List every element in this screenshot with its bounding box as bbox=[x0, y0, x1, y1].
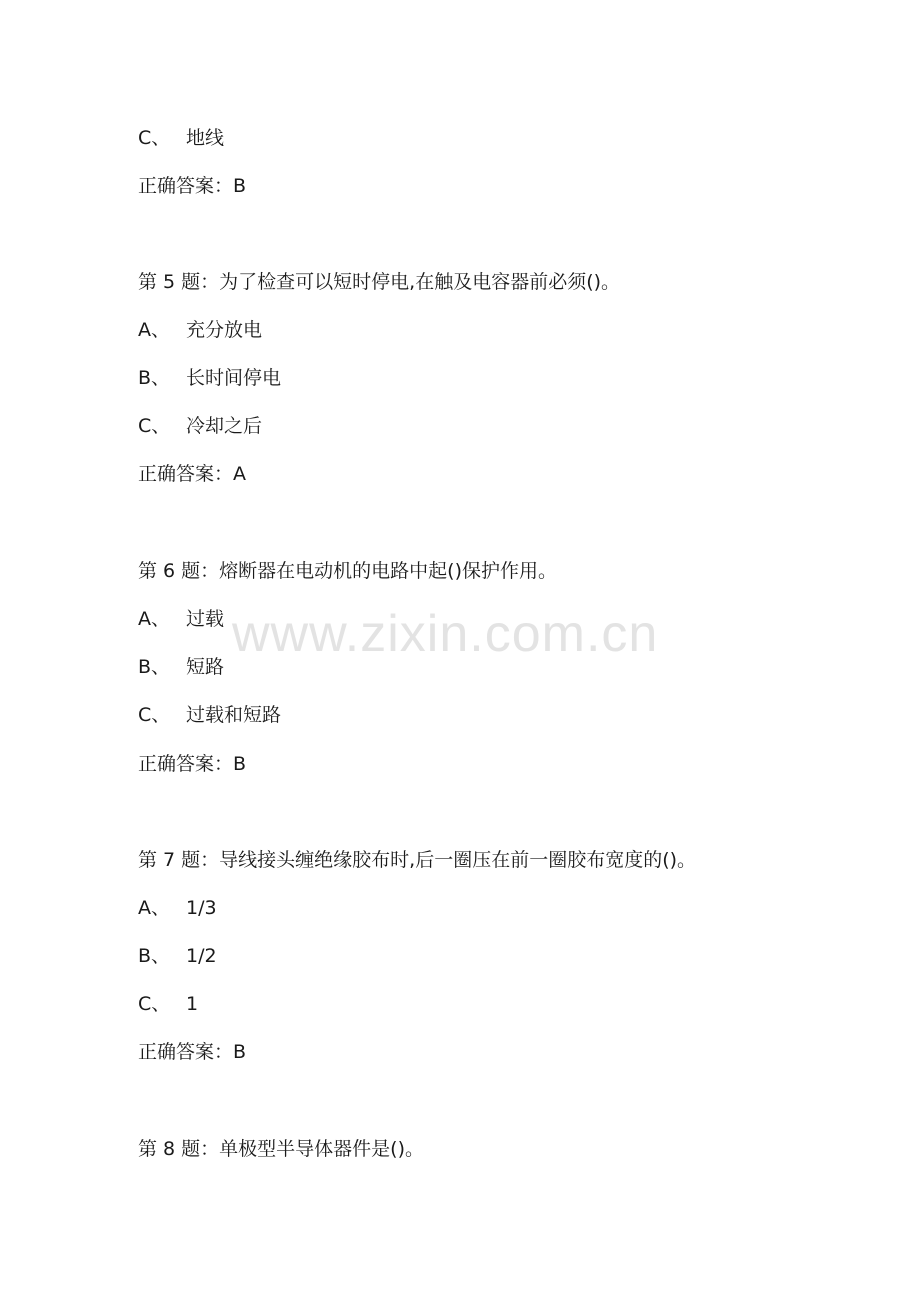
option-letter: C、 bbox=[138, 993, 171, 1015]
option-text: 过载 bbox=[186, 608, 225, 630]
option-text: 过载和短路 bbox=[186, 704, 282, 726]
option-c bbox=[138, 703, 281, 727]
option-text: 长时间停电 bbox=[186, 367, 282, 389]
option-c bbox=[138, 992, 198, 1016]
option-text: 地线 bbox=[186, 127, 225, 149]
question-7: 第 7 题：导线接头缠绝缘胶布时,后一圈压在前一圈胶布宽度的()。 bbox=[138, 849, 697, 871]
question-8: 第 8 题：单极型半导体器件是()。 bbox=[138, 1138, 424, 1160]
option-text: 充分放电 bbox=[186, 319, 263, 341]
correct-answer: 正确答案：B bbox=[138, 1041, 247, 1063]
option-letter: C、 bbox=[138, 415, 171, 437]
option-letter: B、 bbox=[138, 367, 171, 389]
option-text: 1/2 bbox=[186, 945, 217, 967]
question-5: 第 5 题：为了检查可以短时停电,在触及电容器前必须()。 bbox=[138, 271, 621, 293]
option-text: 1/3 bbox=[186, 897, 217, 919]
option-letter: C、 bbox=[138, 704, 171, 726]
option-b bbox=[138, 944, 217, 968]
option-text: 1 bbox=[186, 993, 199, 1015]
option-letter: A、 bbox=[138, 897, 170, 919]
option-letter: C、 bbox=[138, 127, 171, 149]
question-6: 第 6 题：熔断器在电动机的电路中起()保护作用。 bbox=[138, 560, 557, 582]
correct-answer: 正确答案：B bbox=[138, 753, 247, 775]
correct-answer: 正确答案：B bbox=[138, 175, 247, 197]
option-text: 冷却之后 bbox=[186, 415, 263, 437]
option-text: 短路 bbox=[186, 656, 225, 678]
option-c bbox=[138, 126, 224, 150]
option-a bbox=[138, 896, 217, 920]
option-b bbox=[138, 366, 281, 390]
option-letter: A、 bbox=[138, 608, 170, 630]
option-letter: B、 bbox=[138, 656, 171, 678]
option-b bbox=[138, 655, 224, 679]
correct-answer: 正确答案：A bbox=[138, 463, 246, 485]
option-c bbox=[138, 414, 262, 438]
option-letter: A、 bbox=[138, 319, 170, 341]
watermark: www.zixin.com.cn bbox=[232, 605, 659, 663]
option-letter: B、 bbox=[138, 945, 171, 967]
option-a bbox=[138, 318, 262, 342]
option-a bbox=[138, 607, 224, 631]
